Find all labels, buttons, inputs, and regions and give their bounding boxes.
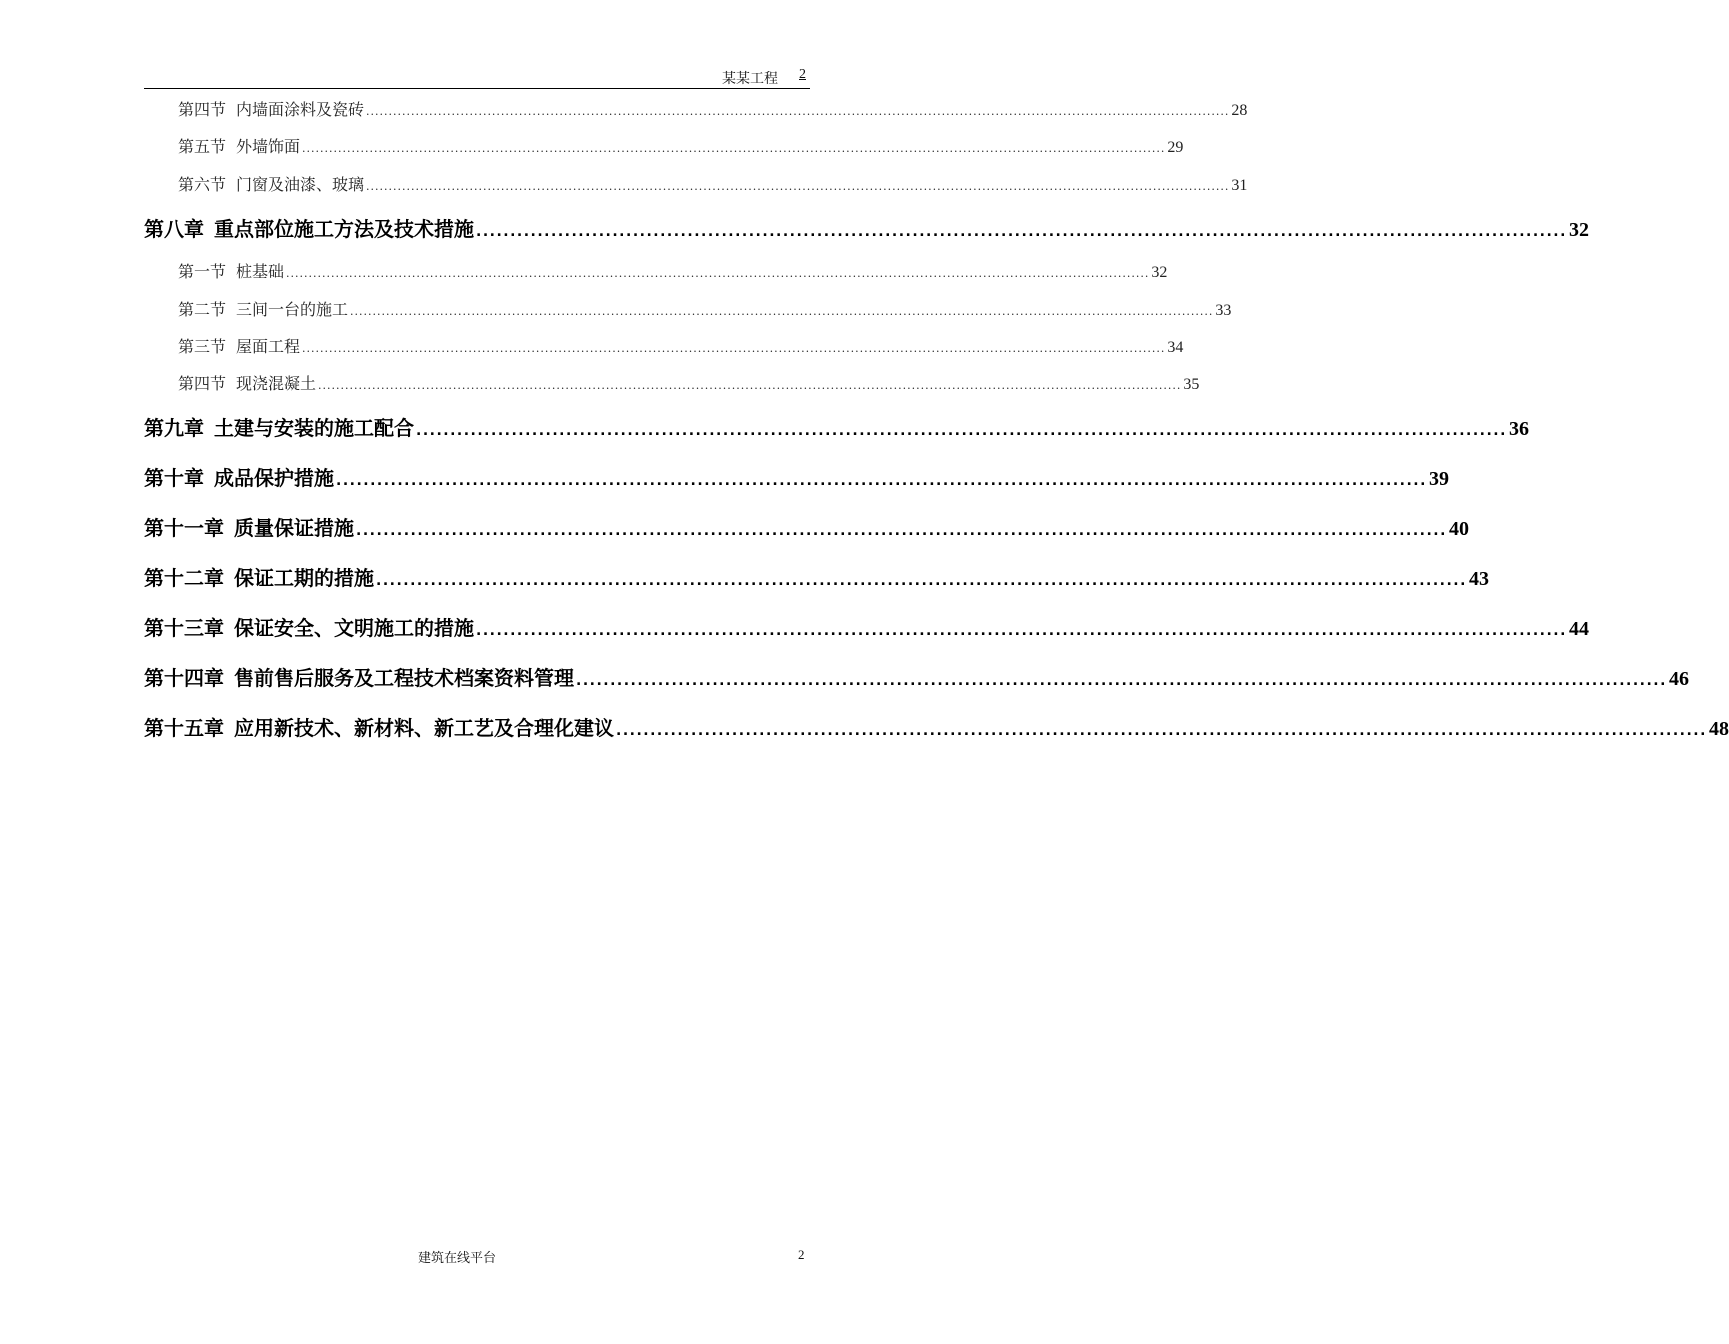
toc-entry-section[interactable] — [178, 172, 1248, 195]
toc-entry-chapter[interactable] — [144, 712, 1729, 741]
toc-entry-number: 第八章 — [144, 217, 204, 241]
toc-entry-title: 外墙饰面 — [236, 137, 301, 156]
toc-entry-section[interactable] — [178, 371, 1200, 394]
toc-entry-chapter[interactable] — [144, 512, 1469, 541]
dot-leader: ................................................................................................................................................................................................ — [350, 305, 1214, 318]
dot-leader: ................................................................................................................................................................................................ — [302, 142, 1166, 155]
toc-entry-number: 第四节 — [178, 100, 227, 119]
toc-entry-number: 第十三章 — [144, 616, 224, 640]
toc-entry-page: 32 — [1568, 219, 1589, 241]
toc-entry-page: 40 — [1448, 518, 1469, 540]
dot-leader: ................................................................................................................................................................................................ — [286, 267, 1150, 280]
toc-entry-title: 内墙面涂料及瓷砖 — [236, 100, 365, 119]
toc-entry-number: 第十二章 — [144, 566, 224, 590]
toc-entry-title: 桩基础 — [236, 262, 285, 281]
toc-entry-number: 第九章 — [144, 416, 204, 440]
toc-entry-page: 39 — [1428, 468, 1449, 490]
toc-entry-chapter[interactable] — [144, 412, 1529, 441]
page-header — [144, 66, 810, 89]
dot-leader: ................................................................................................................................................................ — [376, 573, 1467, 589]
toc-entry-page: 43 — [1468, 568, 1489, 590]
toc-entry-title: 屋面工程 — [236, 337, 301, 356]
dot-leader: ................................................................................................................................................................ — [336, 473, 1427, 489]
toc-entry-title: 三间一台的施工 — [236, 300, 349, 319]
toc-entry-page: 32 — [1151, 264, 1168, 281]
toc-entry-page: 33 — [1215, 302, 1232, 319]
toc-entry-number: 第五节 — [178, 137, 227, 156]
toc-entry-chapter[interactable] — [144, 562, 1489, 591]
toc-entry-chapter[interactable] — [144, 612, 1589, 641]
toc-entry-title: 现浇混凝土 — [236, 374, 317, 393]
toc-entry-page: 44 — [1568, 618, 1589, 640]
toc-entry-number: 第六节 — [178, 175, 227, 194]
toc-entry-chapter[interactable] — [144, 462, 1449, 491]
toc-entry-number: 第十五章 — [144, 716, 224, 740]
dot-leader: ................................................................................................................................................................ — [416, 423, 1507, 439]
dot-leader: ................................................................................................................................................................ — [576, 673, 1667, 689]
dot-leader: ................................................................................................................................................................ — [356, 523, 1447, 539]
footer-text: 建筑在线平台 — [418, 1251, 497, 1266]
toc-entry-page: 36 — [1508, 418, 1529, 440]
toc-entry-title: 成品保护措施 — [214, 466, 334, 490]
toc-entry-page: 28 — [1231, 102, 1248, 119]
dot-leader: ................................................................................................................................................................................................ — [366, 105, 1230, 118]
toc-entry-title: 保证安全、文明施工的措施 — [234, 616, 474, 640]
dot-leader: ................................................................................................................................................................................................ — [318, 379, 1182, 392]
toc-entry-number: 第十章 — [144, 466, 204, 490]
toc-entry-title: 售前售后服务及工程技术档案资料管理 — [234, 666, 574, 690]
toc-entry-page: 31 — [1231, 177, 1248, 194]
toc-entry-page: 46 — [1668, 668, 1689, 690]
toc-entry-title: 质量保证措施 — [234, 516, 354, 540]
header-title: 某某工程 — [722, 71, 778, 87]
toc-entry-section[interactable] — [178, 259, 1168, 282]
footer-page-number: 2 — [798, 1247, 805, 1262]
toc-entry-section[interactable] — [178, 297, 1232, 320]
dot-leader: ................................................................................................................................................................................................ — [366, 180, 1230, 193]
toc-entry-title: 门窗及油漆、玻璃 — [236, 175, 365, 194]
dot-leader: ................................................................................................................................................................ — [476, 623, 1567, 639]
toc-entry-page: 34 — [1167, 339, 1184, 356]
toc-entry-chapter[interactable] — [144, 662, 1689, 691]
toc-entry-number: 第四节 — [178, 374, 227, 393]
dot-leader: ................................................................................................................................................................................................ — [302, 342, 1166, 355]
toc-entry-page: 35 — [1183, 376, 1200, 393]
toc-entry-number: 第十一章 — [144, 516, 224, 540]
dot-leader: ................................................................................................................................................................ — [616, 723, 1707, 739]
toc-entry-number: 第一节 — [178, 262, 227, 281]
toc-entry-number: 第十四章 — [144, 666, 224, 690]
toc-entry-chapter[interactable] — [144, 213, 1589, 242]
toc-entry-page: 29 — [1167, 139, 1184, 156]
toc-entry-title: 重点部位施工方法及技术措施 — [214, 217, 474, 241]
toc-entry-section[interactable] — [178, 134, 1184, 157]
toc-entry-title: 保证工期的措施 — [234, 566, 374, 590]
toc-entry-section[interactable] — [178, 97, 1248, 120]
dot-leader: ................................................................................................................................................................ — [476, 224, 1567, 240]
toc-entry-page: 48 — [1708, 718, 1729, 740]
toc-entry-title: 应用新技术、新材料、新工艺及合理化建议 — [234, 716, 614, 740]
toc-entry-number: 第三节 — [178, 337, 227, 356]
header-page-number: 2 — [799, 67, 806, 82]
toc-entry-section[interactable] — [178, 334, 1184, 357]
toc-entry-title: 土建与安装的施工配合 — [214, 416, 414, 440]
toc-entry-number: 第二节 — [178, 300, 227, 319]
